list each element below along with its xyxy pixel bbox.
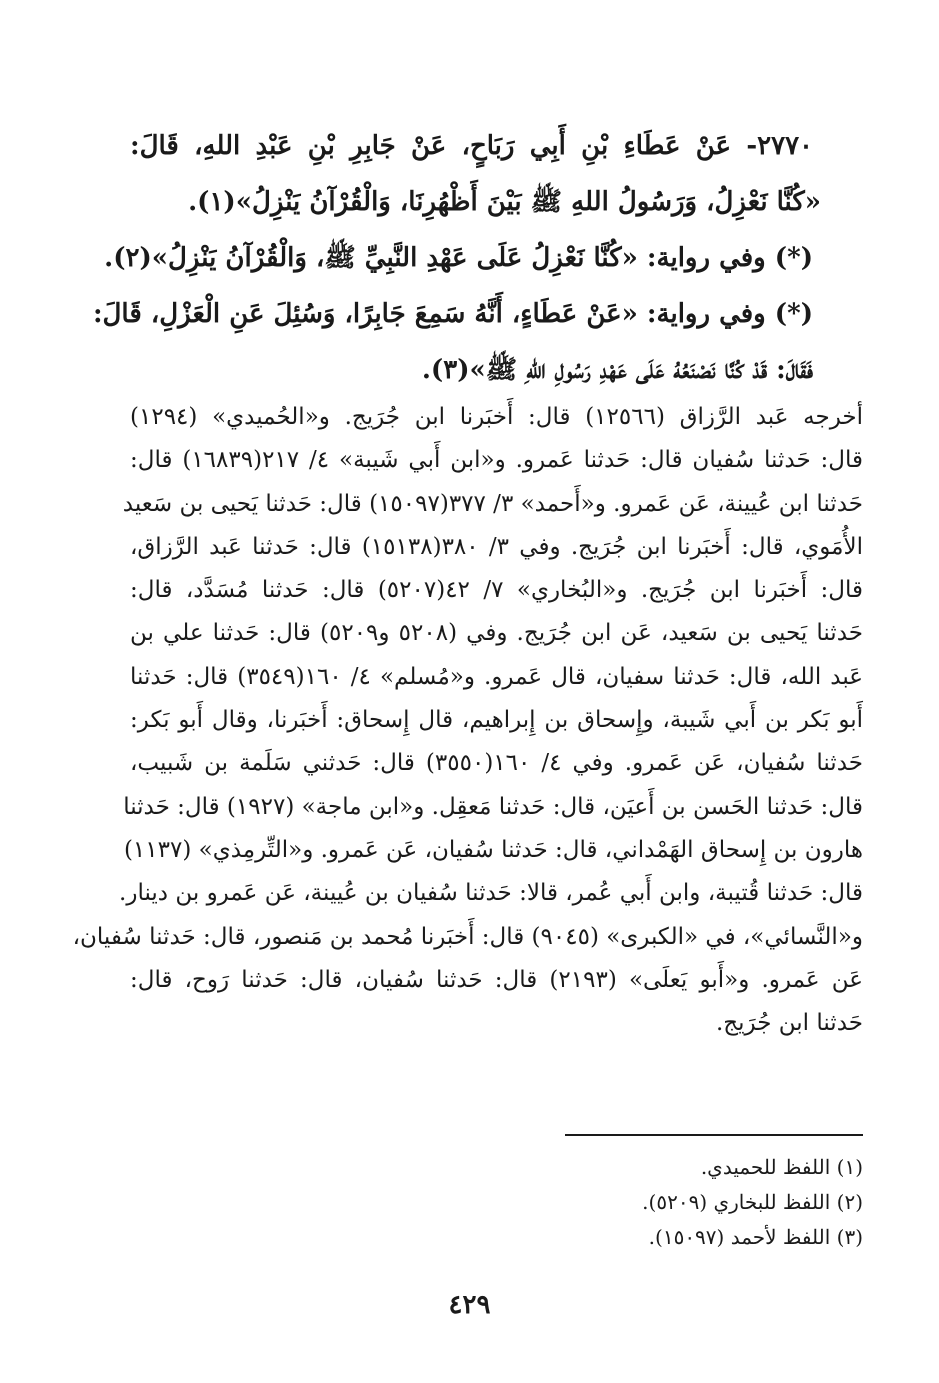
takhrij-line: حَدثنا ابن عُيينة، عَن عَمرو. و«أَحمد» ٣/ ٣٧٧(١٥٠٩٧) قال: حَدثنا يَحيى بن سَعيد <box>122 490 863 517</box>
takhrij-line: حَدثنا يَحيى بن سَعيد، عَن ابن جُرَيج. وفي (٥٢٠٨ و٥٢٠٩) قال: حَدثنا علي بن <box>130 620 863 647</box>
hadith-line: «كُنَّا نَعْزِلُ، وَرَسُولُ اللهِ ﷺ بَيْنَ أَظْهُرِنَا، وَالْقُرْآنُ يَنْزِلُ»(١). <box>188 187 821 217</box>
takhrij-line: الأُمَوي، قال: أَخبَرنا ابن جُرَيج. وفي ٣/ ٣٨٠(١٥١٣٨) قال: حَدثنا عَبد الرَّزاق، <box>130 533 863 560</box>
hadith-line: (*) وفي رواية: «عَنْ عَطَاءٍ، أَنَّهُ سَمِعَ جَابِرًا، وَسُئِلَ عَنِ الْعَزْلِ، قَالَ: <box>92 299 813 329</box>
takhrij-line: أخرجه عَبد الرَّزاق (١٢٥٦٦) قال: أَخبَرنا ابن جُرَيج. و«الحُميدي» (١٢٩٤) <box>130 404 864 430</box>
takhrij-line: قال: حَدثنا سُفيان قال: حَدثنا عَمرو. و«ابن أَبي شَيبة» ٤/ ٢١٧(١٦٨٣٩) قال: <box>130 447 864 474</box>
takhrij-line: هارون بن إِسحاق الهَمْداني، قال: حَدثنا سُفيان، عَن عَمرو. و«التِّرمِذي» (١١٣٧) <box>123 836 863 863</box>
footnotes <box>430 1150 863 1255</box>
hadith-line: ٢٧٧٠- عَنْ عَطَاءِ بْنِ أَبِي رَبَاحٍ، عَنْ جَابِرِ بْنِ عَبْدِ اللهِ، قَالَ: <box>130 131 813 161</box>
takhrij-line: عَبد الله، قال: حَدثنا سفيان، قال عَمرو. و«مُسلم» ٤/ ١٦٠(٣٥٤٩) قال: حَدثنا <box>130 663 864 690</box>
footnote: (٢) اللفظ للبخاري (٥٢٠٩). <box>642 1190 863 1214</box>
takhrij-line: حَدثنا سُفيان، عَن عَمرو. وفي ٤/ ١٦٠(٣٥٥٠) قال: حَدثني سَلَمة بن شَبيب، <box>130 750 863 777</box>
hadith-line: (*) وفي رواية: «كُنَّا نَعْزِلُ عَلَى عَهْدِ النَّبِيِّ ﷺ، وَالْقُرْآنُ يَنْزِلُ»(٢). <box>104 243 813 273</box>
takhrij-line: قال: حَدثنا قُتيبة، وابن أَبي عُمر، قالا: حَدثنا سُفيان بن عُيينة، عَن عَمرو بن دينار. <box>119 880 863 907</box>
takhrij-line: عَن عَمرو. و«أَبو يَعلَى» (٢١٩٣) قال: حَدثنا سُفيان، قال: حَدثنا رَوح، قال: <box>130 966 863 993</box>
hadith-line: فَقَالَ: قَدْ كُنَّا نَصْنَعُهُ عَلَى عَهْدِ رَسُولِ اللهِ ﷺ»(٣). <box>421 355 813 385</box>
takhrij-line: و«النَّسائي»، في «الكبرى» (٩٠٤٥) قال: أَخبَرنا مُحمد بن مَنصور، قال: حَدثنا سُفيان، <box>72 923 863 950</box>
footnote: (١) اللفظ للحميدي. <box>700 1155 863 1179</box>
footnote-divider <box>565 1134 863 1136</box>
takhrij-line: قال: أَخبَرنا ابن جُرَيج. و«البُخاري» ٧/ ٤٢(٥٢٠٧) قال: حَدثنا مُسَدَّد، قال: <box>130 577 863 604</box>
takhrij-line: حَدثنا ابن جُرَيج. <box>715 1010 863 1037</box>
takhrij-line: قال: حَدثنا الحَسن بن أَعيَن، قال: حَدثنا مَعقِل. و«ابن ماجة» (١٩٢٧) قال: حَدثنا <box>123 793 863 820</box>
footnote: (٣) اللفظ لأحمد (١٥٠٩٧). <box>648 1225 863 1249</box>
page-number: ٤٢٩ <box>448 1290 491 1320</box>
hadith-text <box>92 118 821 398</box>
takhrij-text <box>72 396 864 1045</box>
takhrij-line: أَبو بَكر بن أَبي شَيبة، وإِسحاق بن إِبراهيم، قال إِسحاق: أَخبَرنا، وقال أَبو بَكر: <box>130 707 863 734</box>
